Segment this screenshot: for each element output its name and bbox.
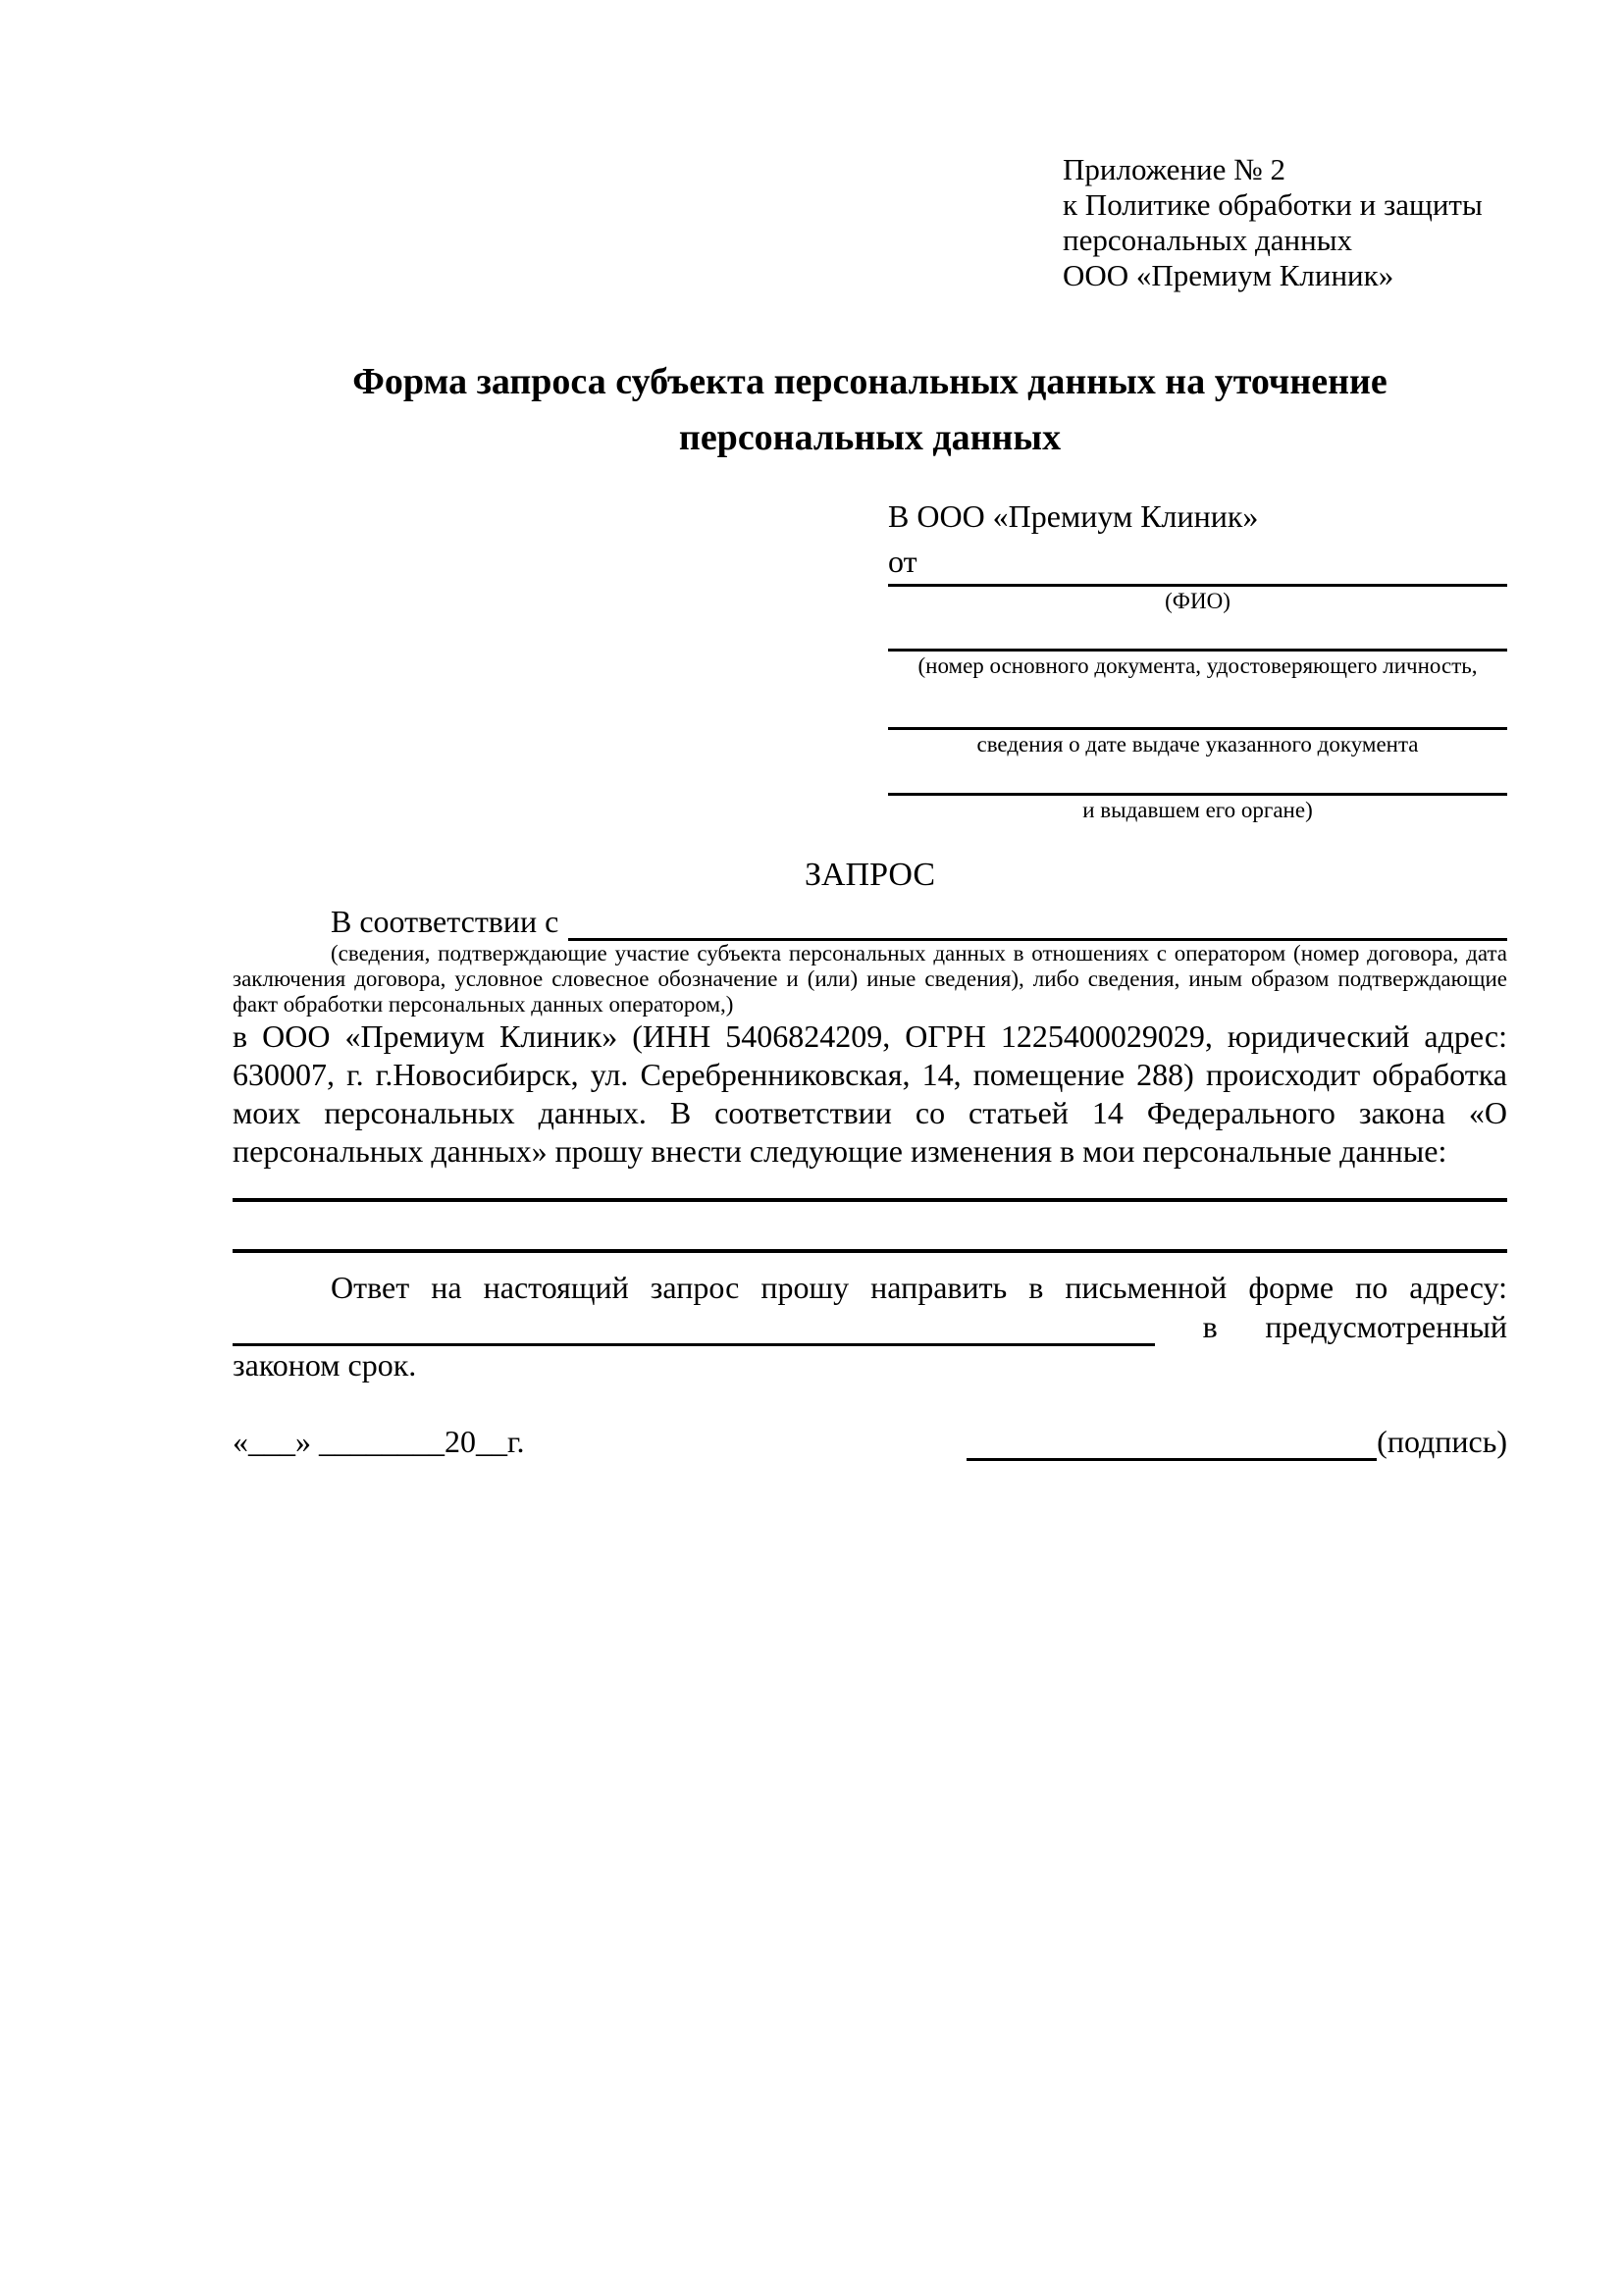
request-heading: ЗАПРОС [804,857,936,893]
appendix-line-4: ООО «Премиум Клиник» [1063,258,1394,292]
appendix-line-1: Приложение № 2 [1063,152,1285,186]
date-blank: «___» ________20__г. [233,1424,525,1459]
body-paragraph: в ООО «Премиум Клиник» (ИНН 5406824209, ОГРН 1225400029029, юридический адрес: 630007, г. г.Новосибирск, ул. Серебренниковская, 14, помещение 288) происходит обработка моих персональных данных. В соответствии со статьей 14 Федерального закона «О персональных данных» прошу внести следующие изменения в мои персональные данные: [233,1018,1507,1169]
signature-blank-line [967,1430,1377,1461]
document-number-caption: (номер основного документа, удостоверяющего личность, [917,653,1478,678]
changes-blank-line-2 [233,1202,1507,1253]
reply-address-row [233,1307,1507,1346]
appendix-line-2: к Политике обработки и защиты [1063,187,1483,222]
signature-group [967,1422,1507,1461]
footer-row [233,1422,1507,1461]
issuing-authority-caption: и выдавшем его органе) [1082,798,1313,822]
accordance-row [233,902,1507,941]
spacer [888,681,1507,727]
addressee-block [888,494,1507,825]
addressee-to: В ООО «Премиум Клиник» [888,498,1259,534]
reply-address-blank-line [233,1317,1155,1346]
accordance-blank-line [568,908,1507,941]
reply-tail-word-2: предусмотренный [1265,1309,1507,1344]
signature-caption: (подпись) [1377,1424,1507,1459]
fio-caption: (ФИО) [1165,589,1230,613]
reply-sentence: Ответ на настоящий запрос прошу направить в письменной форме по адресу: [331,1270,1507,1305]
accordance-note: (сведения, подтверждающие участие субъекта персональных данных в отношениях с оператором (номер договора, дата заключения договора, условное словесное обозначение и (или) иные сведения), либо сведения, иным образом подтверждающие факт обработки персональных данных оператором,) [233,941,1507,1017]
issue-date-caption: сведения о дате выдаче указанного документа [976,732,1419,757]
appendix-header [1063,152,1507,293]
reply-end: законом срок. [233,1347,417,1383]
appendix-line-3: персональных данных [1063,223,1353,257]
addressee-from-label: от [888,544,917,579]
accordance-label: В соответствии с [331,904,559,939]
document-title: Форма запроса субъекта персональных данных на уточнение персональных данных [352,361,1387,458]
spacer [888,759,1507,793]
reply-tail-word-1: в [1202,1309,1218,1344]
changes-blank-line-1 [233,1186,1507,1202]
spacer [888,616,1507,649]
